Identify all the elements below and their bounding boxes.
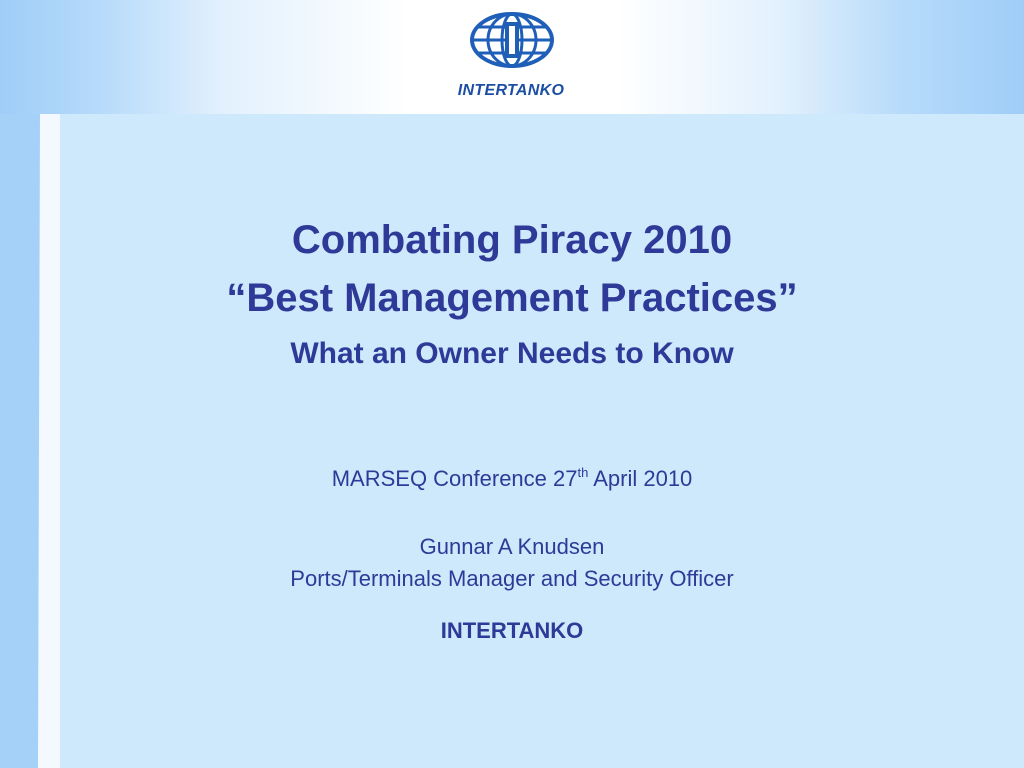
conference-suffix: April 2010 (588, 466, 693, 491)
content-area (60, 114, 1024, 768)
conference-line (0, 464, 1024, 494)
subtitle: What an Owner Needs to Know (290, 337, 734, 370)
intertanko-logo (432, 12, 590, 99)
presenter-organization: INTERTANKO (440, 618, 584, 643)
logo-wordmark: INTERTANKO (457, 82, 565, 99)
presenter-name: Gunnar A Knudsen (419, 534, 605, 559)
title-line-2: “Best Management Practices” (226, 276, 798, 320)
conference-prefix: MARSEQ Conference 27 (331, 466, 578, 491)
presenter-role: Ports/Terminals Manager and Security Officer (290, 566, 734, 591)
globe-logo-icon (470, 12, 554, 68)
title-line-1: Combating Piracy 2010 (291, 218, 733, 262)
conference-ordinal: th (577, 465, 589, 480)
